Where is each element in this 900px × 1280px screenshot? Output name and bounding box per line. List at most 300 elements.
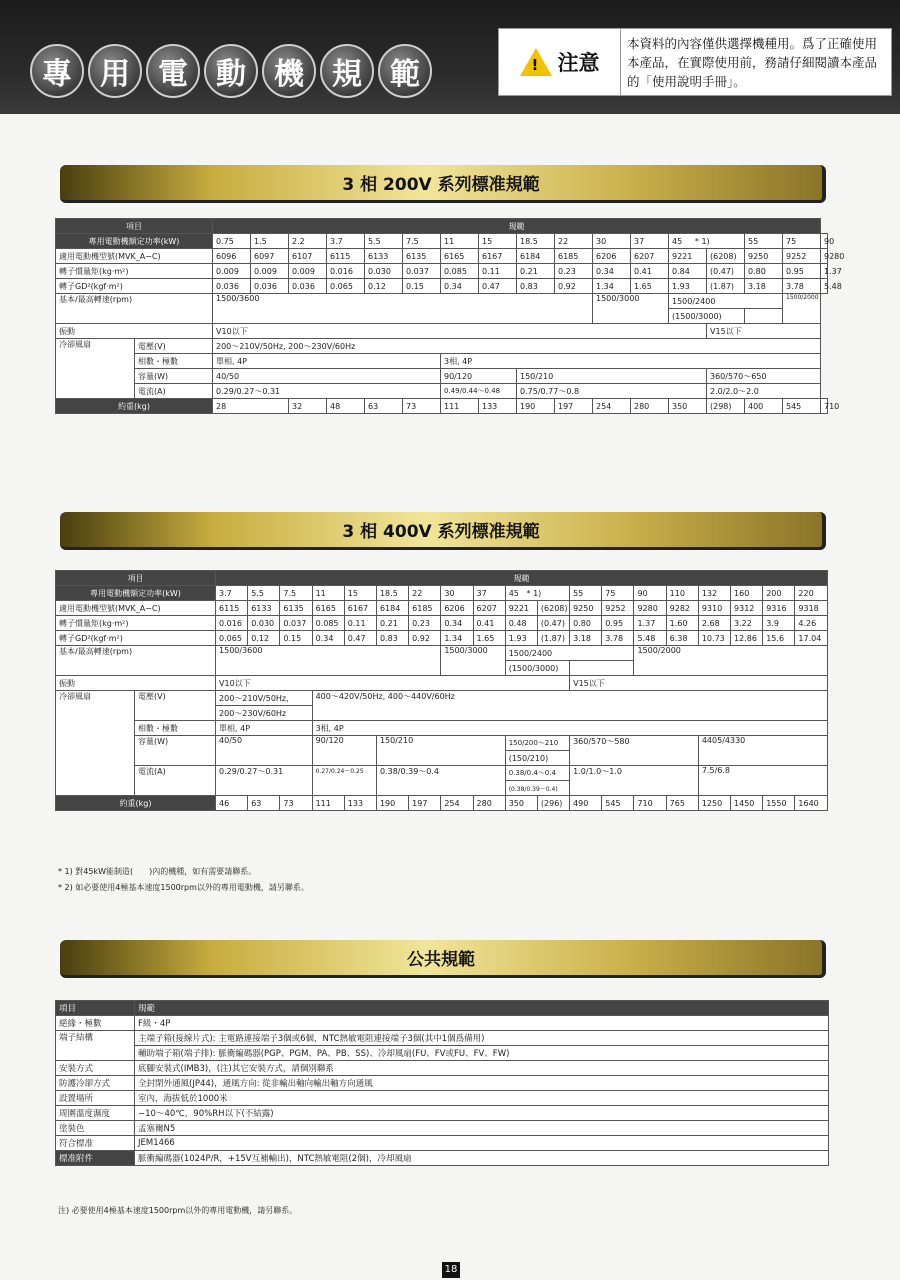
cell: 6207 (473, 601, 505, 616)
table-row (56, 796, 828, 811)
caution-text: 本資料的內容僅供選擇機種用。爲了正確使用本產品，在實際使用前，務請仔細閱讀本產品的「使用說明手冊」。 (627, 36, 878, 89)
cell: 0.030 (248, 616, 280, 631)
table-row (56, 264, 828, 279)
table-row (56, 646, 828, 661)
cell: 9250 (570, 601, 602, 616)
cell: 6135 (280, 601, 312, 616)
cell: 1500/2400 (505, 646, 634, 661)
row-label: 容量(W) (135, 369, 213, 384)
cell: 0.34 (312, 631, 344, 646)
row-label: 轉子GD²(kgf·m²) (56, 631, 216, 646)
cell: 1640 (795, 796, 828, 811)
cell: 0.34 (441, 616, 473, 631)
cell: 6115 (327, 249, 365, 264)
cell: 48 (327, 399, 365, 414)
table-row (56, 691, 828, 706)
cell: 6.38 (666, 631, 698, 646)
cell: 9310 (698, 601, 730, 616)
footnote-ref: * 1) (694, 236, 710, 246)
cell: 111 (441, 399, 479, 414)
cell: 150/200〜210 (505, 736, 569, 751)
cell: 5.48 (821, 279, 828, 294)
cell: 0.27/0.24〜0.25 (312, 766, 376, 796)
row-label: 專用電動機額定功率(kW) (56, 586, 216, 601)
cell: 360/570〜650 (707, 369, 821, 384)
cell: 0.38/0.39〜0.4 (376, 766, 505, 796)
page-title (30, 44, 432, 98)
cell: 0.036 (289, 279, 327, 294)
cell: 1500/2000 (783, 294, 821, 324)
row-label: 轉子慣量矩(kg·m²) (56, 616, 216, 631)
cell: 6165 (312, 601, 344, 616)
cell: 9316 (763, 601, 795, 616)
page-number: 18 (442, 1262, 460, 1278)
cell: 9221 (505, 601, 537, 616)
title-char: 用 (88, 44, 142, 98)
section-banner-common: 公共規範 (60, 940, 826, 978)
cell: 3.18 (745, 279, 783, 294)
cell: 37 (473, 586, 505, 601)
cell: 7.5/6.8 (698, 766, 827, 796)
cell: 200〜210V/50Hz, (216, 691, 313, 706)
cell: 4.26 (795, 616, 828, 631)
cell: 30 (441, 586, 473, 601)
cell: 32 (289, 399, 327, 414)
cell: 75 (783, 234, 821, 249)
cell: 11 (441, 234, 479, 249)
caution-heading (499, 29, 621, 95)
cell: 0.41 (631, 264, 669, 279)
cell: 0.11 (344, 616, 376, 631)
cell: 45 (508, 588, 519, 598)
cell: 197 (555, 399, 593, 414)
cell: 3.78 (783, 279, 821, 294)
table-row (56, 1136, 829, 1151)
cell: F級・4P (135, 1016, 829, 1031)
cell: 0.23 (409, 616, 441, 631)
cell: (6208) (707, 249, 745, 264)
cell: 3.22 (731, 616, 763, 631)
cell: 0.12 (365, 279, 403, 294)
cell: 0.41 (473, 616, 505, 631)
header-spec: 規範 (216, 571, 828, 586)
cell: 30 (593, 234, 631, 249)
cell: 11 (312, 586, 344, 601)
cell: 1500/2400 (669, 294, 783, 309)
cell: 9318 (795, 601, 828, 616)
header-item: 項目 (56, 219, 213, 234)
cell: 1500/3000 (441, 646, 505, 676)
title-char: 電 (146, 44, 200, 98)
cell: 400 (745, 399, 783, 414)
cell: 1450 (731, 796, 763, 811)
cell: 90 (634, 586, 666, 601)
footnote-ref: * 1) (526, 588, 542, 598)
cell: (296) (537, 796, 569, 811)
cell: 0.15 (280, 631, 312, 646)
cell: 2.0/2.0〜2.0 (707, 384, 821, 399)
cell: 0.037 (403, 264, 441, 279)
cell: 1.37 (634, 616, 666, 631)
cell: 5.5 (248, 586, 280, 601)
row-label: 專用電動機額定功率(kW) (56, 234, 213, 249)
cell: 6184 (376, 601, 408, 616)
header-item: 項目 (56, 571, 216, 586)
cell: 9252 (602, 601, 634, 616)
cell: 1.34 (441, 631, 473, 646)
common-spec-table (55, 1000, 829, 1166)
table-row (56, 601, 828, 616)
cell: 200 (763, 586, 795, 601)
row-label: 防護冷卻方式 (56, 1076, 135, 1091)
cell: 150/210 (376, 736, 505, 766)
cell: 63 (248, 796, 280, 811)
cell: V10以下 (213, 324, 707, 339)
cell: 0.15 (403, 279, 441, 294)
row-label: 塗裝色 (56, 1121, 135, 1136)
cell: 40/50 (213, 369, 441, 384)
title-char: 專 (30, 44, 84, 98)
cell (669, 234, 745, 249)
table-row (56, 586, 828, 601)
cell: 主端子箱(接線片式): 主電路連接端子3個或6個，NTC熱敏電阻連接端子3個(其中1個爲備用) (135, 1031, 829, 1046)
cell: 765 (666, 796, 698, 811)
cell: 710 (634, 796, 666, 811)
cell: 室內，海拔低於1000米 (135, 1091, 829, 1106)
cell: 0.12 (248, 631, 280, 646)
cell: 0.83 (376, 631, 408, 646)
table-row (56, 354, 828, 369)
cell: 90/120 (441, 369, 517, 384)
cell: 0.21 (376, 616, 408, 631)
cell: 孟塞爾N5 (135, 1121, 829, 1136)
table-row (56, 766, 828, 781)
table-row (56, 736, 828, 751)
cell: 6107 (289, 249, 327, 264)
cell: 0.80 (570, 616, 602, 631)
cell: 0.38/0.4〜0.4 (505, 766, 569, 781)
cell: 4405/4330 (698, 736, 827, 766)
cell: 0.036 (251, 279, 289, 294)
section-banner-200v: 3 相 200V 系列標准規範 (60, 165, 826, 203)
footnote-3: 注) 必要使用4極基本速度1500rpm以外的專用電動機，請另聯系。 (58, 1206, 298, 1215)
cell: V15以下 (570, 676, 828, 691)
cell: 0.49/0.44〜0.48 (441, 384, 517, 399)
cell: 40/50 (216, 736, 313, 766)
table-row (56, 721, 828, 736)
spec-table-200v (55, 218, 845, 414)
cell: 132 (698, 586, 730, 601)
cell: 545 (602, 796, 634, 811)
row-label: 標准附件 (56, 1151, 135, 1166)
row-label: 振動 (56, 676, 216, 691)
cell: (1500/3000) (669, 309, 745, 324)
cell: 18.5 (376, 586, 408, 601)
cell: 400〜420V/50Hz, 400〜440V/60Hz (312, 691, 827, 721)
row-label: 約重(kg) (56, 399, 213, 414)
cell: 9312 (731, 601, 763, 616)
cell: −10〜40℃，90%RH以下(不結露) (135, 1106, 829, 1121)
table-row (56, 676, 828, 691)
cell: (1.87) (707, 279, 745, 294)
cell: 190 (376, 796, 408, 811)
cell: 133 (344, 796, 376, 811)
cell: 全封閉外通風(JP44)，通風方向: 從非輸出軸向輸出軸方向通風 (135, 1076, 829, 1091)
cell: 55 (570, 586, 602, 601)
cell: 5.48 (634, 631, 666, 646)
cell: 3.18 (570, 631, 602, 646)
cell: 0.29/0.27〜0.31 (216, 766, 313, 796)
cell: 17.04 (795, 631, 828, 646)
cell: 6133 (248, 601, 280, 616)
cell (505, 586, 569, 601)
cell: 單相, 4P (213, 354, 441, 369)
title-char: 動 (204, 44, 258, 98)
cell: 0.21 (517, 264, 555, 279)
table-row (56, 1001, 829, 1016)
table-row (56, 234, 828, 249)
cell: 0.016 (327, 264, 365, 279)
cell: 5.5 (365, 234, 403, 249)
table-row (56, 219, 828, 234)
cell: 1.0/1.0〜1.0 (570, 766, 699, 796)
table-row (56, 384, 828, 399)
table-row (56, 294, 828, 309)
cell: 45 (672, 236, 683, 246)
row-label: 冷卻風扇 (56, 339, 135, 399)
row-label: 符合標准 (56, 1136, 135, 1151)
cell: 0.84 (669, 264, 707, 279)
footnote-2: * 2) 如必要使用4極基本速度1500rpm以外的專用電動機，請另聯系。 (58, 883, 309, 892)
cell: 0.23 (555, 264, 593, 279)
cell: 15 (479, 234, 517, 249)
cell: 1.65 (473, 631, 505, 646)
cell: 0.085 (312, 616, 344, 631)
title-char: 範 (378, 44, 432, 98)
cell: 9252 (783, 249, 821, 264)
table-row (56, 1121, 829, 1136)
table-row (56, 339, 828, 354)
row-label: 電流(A) (135, 766, 216, 796)
cell: 3.7 (327, 234, 365, 249)
cell: 197 (409, 796, 441, 811)
cell: 1.37 (821, 264, 828, 279)
cell: 1.93 (669, 279, 707, 294)
cell: 220 (795, 586, 828, 601)
cell: 73 (403, 399, 441, 414)
table-row (56, 1031, 829, 1046)
cell: 6165 (441, 249, 479, 264)
table-row (56, 399, 828, 414)
cell: 710 (821, 399, 828, 414)
caution-box (498, 28, 892, 96)
cell: (0.47) (707, 264, 745, 279)
cell: 0.065 (327, 279, 365, 294)
cell: 0.95 (783, 264, 821, 279)
cell: 6096 (213, 249, 251, 264)
cell: 9250 (745, 249, 783, 264)
cell: 1500/3600 (216, 646, 441, 676)
cell: 7.5 (403, 234, 441, 249)
cell: 1.5 (251, 234, 289, 249)
cell: 6167 (344, 601, 376, 616)
cell (570, 661, 634, 676)
cell: 9221 (669, 249, 707, 264)
cell: 15 (344, 586, 376, 601)
cell: 6115 (216, 601, 248, 616)
cell: 63 (365, 399, 403, 414)
cell: 22 (409, 586, 441, 601)
cell: 133 (479, 399, 517, 414)
cell: 360/570〜580 (570, 736, 699, 766)
cell: 0.29/0.27〜0.31 (213, 384, 441, 399)
table-row (56, 1076, 829, 1091)
cell: 0.009 (251, 264, 289, 279)
cell: 0.92 (409, 631, 441, 646)
cell: 0.016 (216, 616, 248, 631)
table-row (56, 1046, 829, 1061)
row-label: 約重(kg) (56, 796, 216, 811)
cell: 0.009 (213, 264, 251, 279)
cell: 15.6 (763, 631, 795, 646)
cell: 350 (505, 796, 537, 811)
cell: 55 (745, 234, 783, 249)
table-row (56, 1061, 829, 1076)
cell: 底腳安裝式(IMB3)，(注)其它安裝方式，請個別聯系 (135, 1061, 829, 1076)
cell: 75 (602, 586, 634, 601)
cell: 輔助端子箱(端子排): 脈衝編碼器(PGP、PGM、PA、PB、SS)、冷却風扇(FU、FV或FU、FV、FW) (135, 1046, 829, 1061)
cell: 0.065 (216, 631, 248, 646)
cell: 150/210 (517, 369, 707, 384)
table-row (56, 369, 828, 384)
cell: 1.93 (505, 631, 537, 646)
cell: 脈衝編碼器(1024P/R，+15V互補輸出)，NTC熱敏電阻(2個)，冷却風扇 (135, 1151, 829, 1166)
cell: 9282 (666, 601, 698, 616)
cell: 0.92 (555, 279, 593, 294)
table-row (56, 1106, 829, 1121)
cell: 2.2 (289, 234, 327, 249)
table-row (56, 1151, 829, 1166)
table-row (56, 631, 828, 646)
header-item: 項目 (56, 1001, 135, 1016)
row-label: 周圍溫度濕度 (56, 1106, 135, 1121)
row-label: 電流(A) (135, 384, 213, 399)
cell: 200〜230V/60Hz (216, 706, 313, 721)
title-char: 機 (262, 44, 316, 98)
cell: (0.38/0.39〜0.4) (505, 781, 569, 796)
row-label: 容量(W) (135, 736, 216, 766)
cell: 0.34 (593, 264, 631, 279)
cell: 0.34 (441, 279, 479, 294)
cell: 18.5 (517, 234, 555, 249)
cell: 22 (555, 234, 593, 249)
header-spec: 規範 (213, 219, 821, 234)
cell: (298) (707, 399, 745, 414)
cell: 90/120 (312, 736, 376, 766)
cell: 0.11 (479, 264, 517, 279)
cell: 0.037 (280, 616, 312, 631)
cell: 200〜210V/50Hz, 200〜230V/60Hz (213, 339, 821, 354)
cell: 1.34 (593, 279, 631, 294)
cell: 0.036 (213, 279, 251, 294)
cell: (1.87) (537, 631, 569, 646)
row-label: 相數・極數 (135, 721, 216, 736)
row-label: 基本/最高轉速(rpm) (56, 646, 216, 676)
header-spec: 規範 (135, 1001, 829, 1016)
cell: 6185 (555, 249, 593, 264)
cell: 0.47 (344, 631, 376, 646)
table-row (56, 571, 828, 586)
page-header (0, 0, 900, 114)
cell: 28 (213, 399, 289, 414)
cell: V15以下 (707, 324, 821, 339)
row-label: 適用電動機型號(MVK_A−C) (56, 601, 216, 616)
cell: 6133 (365, 249, 403, 264)
row-label: 振動 (56, 324, 213, 339)
cell: 90 (821, 234, 828, 249)
cell: V10以下 (216, 676, 570, 691)
cell: 1550 (763, 796, 795, 811)
row-label: 冷卻風扇 (56, 691, 135, 796)
cell: 9280 (634, 601, 666, 616)
caution-label: 注意 (557, 51, 600, 75)
cell: 3相, 4P (441, 354, 821, 369)
table-row (56, 249, 828, 264)
row-label: 轉子GD²(kgf·m²) (56, 279, 213, 294)
cell: 1500/2000 (634, 646, 828, 676)
table-row (56, 279, 828, 294)
cell: 3.78 (602, 631, 634, 646)
cell: 單相, 4P (216, 721, 313, 736)
cell: 1500/3000 (593, 294, 669, 324)
cell: 545 (783, 399, 821, 414)
cell: 490 (570, 796, 602, 811)
cell: (1500/3000) (505, 661, 569, 676)
footnote-1: * 1) 對45kW能制造( )內的機種，如有需要請聯系。 (58, 867, 257, 876)
cell: 6206 (441, 601, 473, 616)
cell: 9280 (821, 249, 828, 264)
cell: 254 (441, 796, 473, 811)
cell: 0.95 (602, 616, 634, 631)
cell: 280 (631, 399, 669, 414)
cell: 46 (216, 796, 248, 811)
cell: 7.5 (280, 586, 312, 601)
cell: 37 (631, 234, 669, 249)
title-char: 規 (320, 44, 374, 98)
cell: 3相, 4P (312, 721, 827, 736)
cell: 6135 (403, 249, 441, 264)
row-label: 相數・極數 (135, 354, 213, 369)
cell: 350 (669, 399, 707, 414)
cell: 0.009 (289, 264, 327, 279)
cell (745, 309, 783, 324)
cell: 73 (280, 796, 312, 811)
warning-icon: ! (520, 48, 552, 76)
table-row (56, 1016, 829, 1031)
cell: 0.085 (441, 264, 479, 279)
cell: 2.68 (698, 616, 730, 631)
cell: 254 (593, 399, 631, 414)
cell: 0.75 (213, 234, 251, 249)
cell: 0.47 (479, 279, 517, 294)
cell: 0.75/0.77〜0.8 (517, 384, 707, 399)
row-label: 端子結構 (56, 1031, 135, 1061)
cell: 10.73 (698, 631, 730, 646)
cell: JEM1466 (135, 1136, 829, 1151)
table-row (56, 1091, 829, 1106)
cell: (6208) (537, 601, 569, 616)
section-banner-400v: 3 相 400V 系列標准規範 (60, 512, 826, 550)
